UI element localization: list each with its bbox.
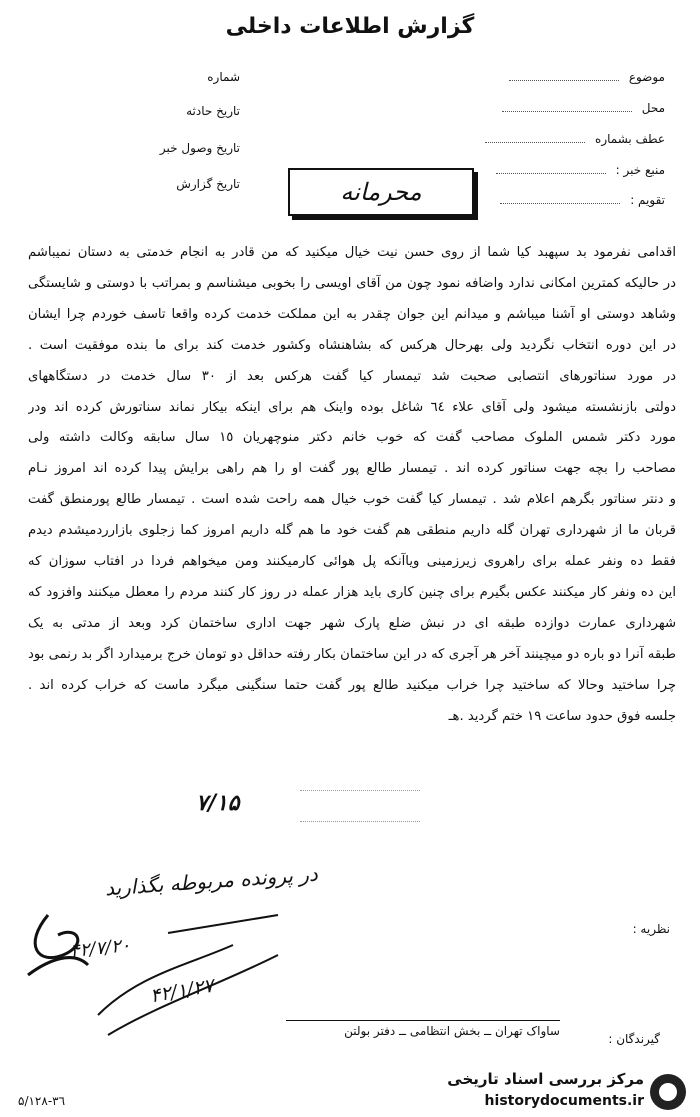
field-reference-line xyxy=(485,142,585,143)
body-line-closing: جلسه فوق حدود ساعت ۱۹ ختم گردید .هـ xyxy=(448,708,676,724)
field-number-label: شماره xyxy=(207,70,240,84)
field-calendar-label: تقویم : xyxy=(630,193,665,207)
confidential-stamp-text: محرمانه xyxy=(340,178,422,206)
recipients-separator xyxy=(286,1020,560,1021)
field-location-line xyxy=(502,111,632,112)
watermark-site: historydocuments.ir xyxy=(484,1093,644,1109)
recipients-value: ساواک تهران ــ بخش انتظامی ــ دفتر بولتن xyxy=(344,1024,560,1038)
field-calendar xyxy=(485,193,665,207)
field-reference-label: عطف بشماره xyxy=(595,132,665,146)
field-subject-label: موضوع xyxy=(628,70,665,84)
handwritten-number: ۷/۱۵ xyxy=(196,790,240,816)
field-report-date-label: تاریخ گزارش xyxy=(176,177,240,191)
field-source-line xyxy=(496,173,606,174)
body-line: فقط ده ونفر عمله برای راهروی زیرزمینی ویاآنکه پل هوائی کارمیکنند ومن میخواهم فردا در افتاب سوزان که xyxy=(28,554,676,570)
field-received-date-label: تاریخ وصول خبر xyxy=(159,141,240,155)
report-body xyxy=(28,238,676,733)
body-line: مصاحب را بچه جهت سناتور کرده اند . تیمسار طالع پور گفت او را هم راهی برایش پیدا کرده اند امروز نـام xyxy=(28,461,676,477)
signature-underline xyxy=(168,915,278,933)
field-calendar-line xyxy=(500,203,620,204)
archive-watermark xyxy=(400,1070,686,1114)
handwritten-note: در پرونده مربوطه بگذارید xyxy=(104,861,319,901)
page-reference: ۵/۱۲۸-۳٦ xyxy=(18,1094,66,1108)
field-location-label: محل xyxy=(641,101,665,115)
recipients-label: گیرندگان : xyxy=(608,1032,660,1046)
handwritten-date-2: ۴۲/۱/۲۷ xyxy=(148,974,216,1008)
field-source xyxy=(485,163,665,177)
body-line: چرا ساختید وحالا که ساختید چرا خراب میکنید طالع پور گفت حتما سنگینی میگرد ماست که خراب کرده اند . xyxy=(28,677,676,693)
field-location xyxy=(485,101,665,115)
body-line: این ده ونفر کار میکنند عکس بگیرم برای چنین کاری باید هزار عمله در روز کار کنند مردم را معطل میکنند وافزود که xyxy=(28,584,676,600)
opinion-label: نظریه : xyxy=(632,922,670,936)
body-line: قربان ما از شهرداری تهران گله داریم منطقی هم گفت خود ما هم گله داریم امروز کما زجلوی بازارردمیشدم دیدم xyxy=(28,523,676,539)
body-line: طبقه آنرا دو باره دو میچینند آخر هر آجری که در این ساختمان بکار رفته حداقل دو تومان خرج برمیدارد اگر بد رنمی بود xyxy=(28,646,676,662)
handwritten-date-1: ۴۲/۷/۲۰ xyxy=(69,934,132,963)
body-line: در این دوره انتخاب نگردید ولی بهرحال هرکس که بشاهنشاه وکشور خدمت کند برای ما بنده موفقیت است . xyxy=(28,337,676,353)
body-line: در حالیکه کمترین امکانی ندارد واضافه نمود چون من آقای اویسی را بخوبی میشناسم و بمراتب با دوستی و شایستگی xyxy=(28,275,676,291)
body-line: وشاهد دوستی او آشنا میباشم و میدانم این جوان چقدر به این مملکت خدمت کرده واقعا تاسف خوردم چرا ایشان xyxy=(28,306,676,322)
body-line: در مورد سناتورهای انتصابی صحبت شد تیمسار کیا گفت هرکس بعد از ۳۰ سال خدمت در دستگاههای xyxy=(28,368,676,384)
signature-scribbles xyxy=(18,905,328,1045)
body-line: اقدامی نفرمود بد سپهبد کیا شما از روی حسن نیت خیال میکنید که من قادر به انجام خدمتی به دستان نمیباشم xyxy=(28,245,676,260)
field-subject-line xyxy=(509,80,619,81)
faint-stamp-mark xyxy=(300,790,420,822)
field-subject xyxy=(485,70,665,84)
field-reference xyxy=(485,132,665,146)
body-line: مورد دکتر شمس الملوک مصاحب گفت که خوب خانم دکتر منوچهریان ١٥ سال سابقه وکالت داشته ولی xyxy=(28,430,676,446)
watermark-name: مرکز بررسی اسناد تاریخی xyxy=(447,1070,644,1088)
field-source-label: منبع خبر : xyxy=(615,163,665,177)
body-line: دولتی بازنشسته میشود ولی آقای علاء ٦٤ شاغل بوده واینک هم برای اینکه بیکار نماند سناتورش کرده اند ودر xyxy=(28,399,676,415)
confidential-stamp xyxy=(288,168,474,216)
body-line: شهرداری عمارت دوازده طبقه ای در نبش ضلع پارک شهر جهت اداری ساختمان کرد وبعد از مدتی به یک xyxy=(28,615,676,631)
document-title: گزارش اطلاعات داخلی xyxy=(225,14,475,39)
archive-logo-icon xyxy=(650,1074,686,1110)
field-incident-date-label: تاریخ حادثه xyxy=(186,104,240,118)
body-line: و دنتر سناتور بگرهم اعلام شد . تیمسار کیا گفت خوب خیال همه راحت شده است . تیمسار طالع پورمنطق گفت xyxy=(28,492,676,508)
